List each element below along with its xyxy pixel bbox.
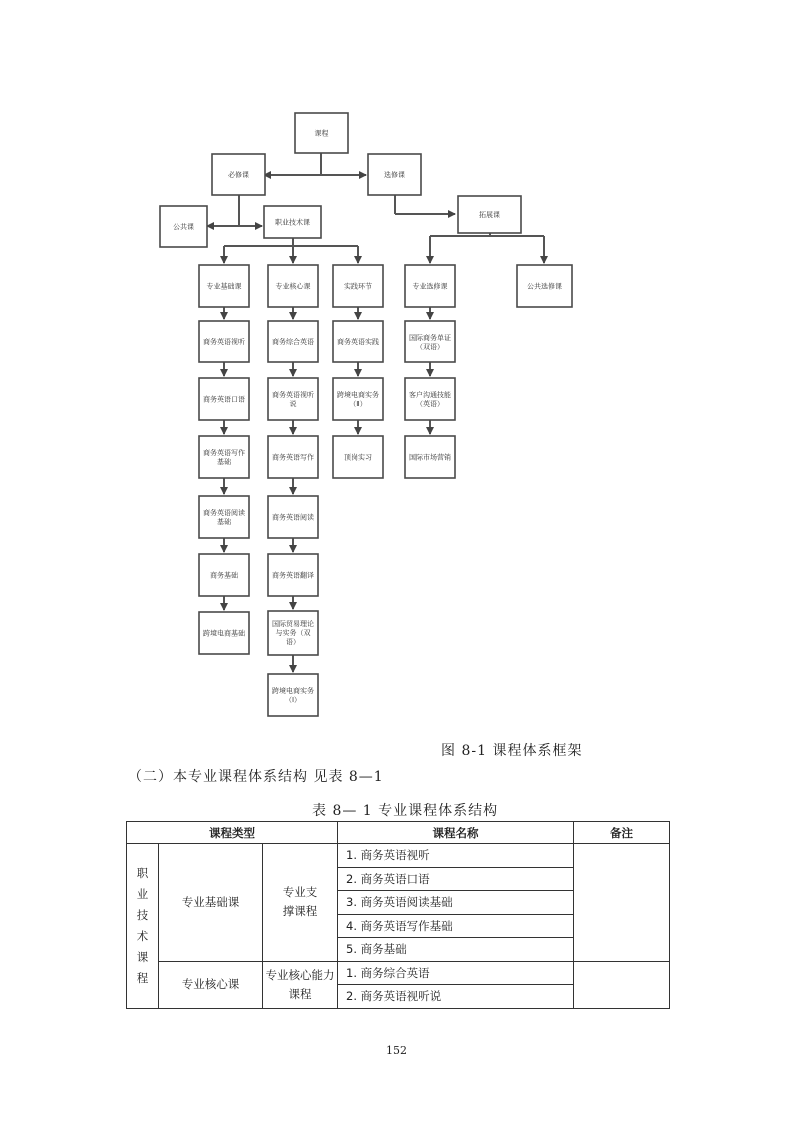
course-name: 4. 商务英语写作基础 [338,914,574,938]
node-b2 [199,378,249,420]
node-e2 [405,378,455,420]
svg-text:商务英语写作基础: 商务英语写作基础 [203,449,245,466]
group-char: 业 [136,886,149,901]
page-number: 152 [386,1044,407,1057]
node-pro-basic [199,265,249,307]
svg-text:公共选修课: 公共选修课 [527,282,562,291]
type-basic: 专业基础课 [159,844,263,962]
node-required [212,154,265,195]
header-course-name: 课程名称 [338,822,574,844]
node-elective [368,154,421,195]
course-name: 1. 商务英语视听 [338,844,574,868]
group-char: 程 [136,970,149,985]
course-name: 3. 商务英语阅读基础 [338,891,574,915]
svg-text:实践环节: 实践环节 [344,282,372,291]
group-char: 术 [136,928,149,943]
svg-text:国际商务单证（双语）: 国际商务单证（双语） [409,334,451,351]
svg-text:商务英语视听说: 商务英语视听说 [272,391,314,408]
node-p1 [333,321,383,362]
group-char: 技 [136,907,149,922]
header-remarks: 备注 [574,822,670,844]
node-pro-elective [405,265,455,307]
node-c6 [268,611,318,655]
node-e1 [405,321,455,362]
node-b6 [199,612,249,654]
svg-text:选修课: 选修课 [384,171,405,179]
node-c1 [268,321,318,362]
remarks-basic [574,844,670,962]
node-public-course [160,206,207,247]
group-vocational [127,844,159,1009]
node-b4 [199,496,249,538]
table-row [127,961,670,985]
figure-caption: 图 8-1 课程体系框架 [441,743,583,759]
header-course-type: 课程类型 [127,822,338,844]
node-public-elective [517,265,572,307]
sub-core: 专业核心能力课程 [263,961,338,1008]
svg-text:商务英语写作: 商务英语写作 [272,453,314,462]
group-char: 课 [136,949,149,964]
course-name: 1. 商务综合英语 [338,961,574,985]
svg-text:国际贸易理论与实务（双语）: 国际贸易理论与实务（双语） [272,620,314,646]
svg-text:客户沟通技能（英语）: 客户沟通技能（英语） [409,391,451,408]
svg-text:国际市场营销: 国际市场营销 [409,453,451,462]
svg-text:顶岗实习: 顶岗实习 [344,453,372,462]
node-vocational [264,206,321,238]
remarks-core [574,961,670,1008]
node-c5 [268,554,318,596]
svg-text:商务英语阅读基础: 商务英语阅读基础 [203,509,245,526]
svg-text:拓展课: 拓展课 [479,211,500,219]
node-expansion [458,196,521,233]
node-b5 [199,554,249,596]
node-b3 [199,436,249,478]
node-pro-core [268,265,318,307]
svg-text:公共课: 公共课 [173,223,194,231]
svg-text:必修课: 必修课 [228,171,249,179]
group-char: 职 [136,865,149,880]
node-root [295,113,348,153]
svg-text:专业基础课: 专业基础课 [206,282,242,291]
course-name: 2. 商务英语视听说 [338,985,574,1009]
svg-text:商务英语口语: 商务英语口语 [203,395,245,404]
table-row [127,844,670,868]
svg-text:跨境电商实务（Ⅰ）: 跨境电商实务（Ⅰ） [272,687,314,704]
node-c3 [268,436,318,478]
node-p3 [333,436,383,478]
svg-text:跨境电商基础: 跨境电商基础 [203,629,245,638]
svg-text:课程: 课程 [314,129,329,138]
svg-text:专业选修课: 专业选修课 [412,282,448,291]
svg-text:商务英语实践: 商务英语实践 [337,338,379,346]
svg-text:跨境电商实务（Ⅱ）: 跨境电商实务（Ⅱ） [337,391,379,408]
course-name: 5. 商务基础 [338,938,574,962]
table-title: 表 8— 1 专业课程体系结构 [312,803,499,819]
svg-text:商务综合英语: 商务综合英语 [272,338,314,346]
svg-text:商务英语阅读: 商务英语阅读 [272,513,314,522]
svg-text:商务基础: 商务基础 [210,571,238,580]
course-structure-table [126,821,670,1009]
section-heading: （二）本专业课程体系结构 见表 8—1 [128,769,384,785]
node-c7 [268,674,318,716]
node-c2 [268,378,318,420]
svg-text:商务英语翻译: 商务英语翻译 [272,571,314,580]
course-name: 2. 商务英语口语 [338,867,574,891]
node-e3 [405,436,455,478]
svg-text:职业技术课: 职业技术课 [275,218,310,227]
table-header-row [127,822,670,844]
type-core: 专业核心课 [159,961,263,1008]
node-p2 [333,378,383,420]
sub-basic: 专业支撑课程 [263,844,338,962]
svg-text:商务英语视听: 商务英语视听 [203,338,245,346]
svg-text:专业核心课: 专业核心课 [275,282,311,291]
node-practice [333,265,383,307]
node-c4 [268,496,318,538]
node-b1 [199,321,249,362]
